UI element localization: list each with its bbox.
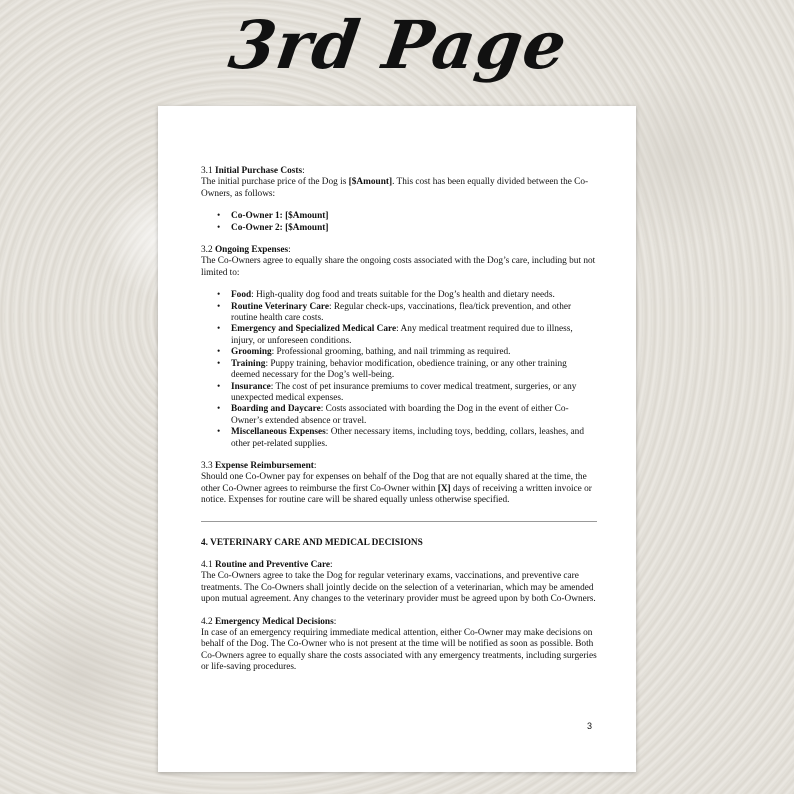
section-number: 3.1	[201, 166, 215, 176]
item-value: [$Amount]	[285, 222, 329, 233]
section-title: Initial Purchase Costs	[214, 166, 303, 176]
spacer	[201, 279, 597, 290]
list-item	[231, 211, 597, 222]
colon: :	[302, 166, 305, 176]
text-part: . This cost has been equally divided between the Co-Owners, as follows:	[201, 177, 589, 199]
section-4-1-heading	[201, 560, 597, 571]
section-4-heading: 4. VETERINARY CARE AND MEDICAL DECISIONS	[201, 537, 423, 548]
colon: :	[279, 211, 286, 222]
amount-placeholder: [$Amount]	[348, 177, 393, 188]
text-part: days of receiving a written invoice or notice. Expenses for routine care will be shared equally unless otherwise specified.	[201, 483, 592, 506]
item-label: Routine Veterinary Care	[231, 301, 329, 312]
document-page	[158, 106, 636, 772]
list-item	[231, 404, 597, 427]
section-3-1-text	[201, 177, 597, 200]
item-label: Co-Owner 1	[231, 211, 280, 222]
section-number: 3.2	[201, 245, 215, 256]
spacer	[201, 234, 597, 245]
text-part: The initial purchase price of the Dog is	[201, 177, 349, 188]
list-item	[231, 324, 597, 347]
text-part: Should one Co-Owner pay for expenses on behalf of the Dog that are not equally shared at the time, the other Co-Owner agrees to reimburse the first Co-Owner within	[201, 472, 587, 494]
page-number: 3	[586, 720, 592, 731]
section-number: 3.3	[201, 460, 215, 471]
spacer	[201, 549, 597, 560]
days-placeholder: [X]	[437, 483, 451, 494]
list-item	[231, 347, 597, 358]
spacer	[201, 450, 597, 461]
item-label: Miscellaneous Expenses	[231, 427, 326, 438]
colon: :	[330, 559, 333, 570]
section-divider	[201, 521, 597, 522]
section-4-2-text: In case of an emergency requiring immediate medical attention, either Co-Owner may make decisions on behalf of the Dog. The Co-Owner who is not present at the time will be notified as soon as possible. Both Co-Owners agree to equally share the costs associated with any emergency treatments, including surgeries or life-saving procedures.	[201, 628, 597, 673]
item-text: : Any medical treatment required due to illness, injury, or unforeseen conditions.	[231, 324, 573, 346]
item-label: Food	[231, 290, 252, 301]
ongoing-expenses-list	[201, 290, 597, 450]
item-label: Emergency and Specialized Medical Care	[231, 324, 397, 335]
list-item	[231, 290, 597, 301]
list-item	[231, 223, 597, 234]
item-text: : Professional grooming, bathing, and nail trimming as required.	[271, 347, 511, 358]
item-text: : High-quality dog food and treats suitable for the Dog’s health and dietary needs.	[251, 290, 555, 301]
item-label: Boarding and Daycare	[231, 404, 321, 415]
section-4-2-heading	[201, 617, 597, 628]
section-3-3-text	[201, 472, 597, 506]
item-text: : Other necessary items, including toys, bedding, collars, leashes, and other pet-related supplies.	[231, 427, 584, 449]
page-banner-title: 3rd Page	[224, 6, 573, 84]
section-3-1-heading	[201, 166, 597, 177]
section-4-1-text: The Co-Owners agree to take the Dog for regular veterinary exams, vaccinations, and preventive care treatments. The Co-Owners shall jointly decide on the selection of a veterinarian, which may be amended upon mutual agreement. Any changes to the veterinary provider must be agreed upon by both Co-Owners.	[201, 571, 596, 605]
section-3-3-heading	[201, 461, 597, 472]
item-text: : The cost of pet insurance premiums to cover medical treatment, surgeries, or any unexpected medical expenses.	[231, 381, 577, 403]
item-text: : Regular check-ups, vaccinations, flea/tick prevention, and other routine health care costs.	[231, 301, 572, 324]
item-text: : Puppy training, behavior modification, obedience training, or any other training deemed necessary for the Dog’s well-being.	[231, 358, 567, 381]
list-item	[231, 359, 597, 382]
colon: :	[288, 245, 291, 256]
item-label: Training	[231, 358, 266, 369]
section-title: Routine and Preventive Care	[214, 559, 331, 570]
colon: :	[279, 222, 286, 233]
colon: :	[333, 616, 337, 627]
colon: :	[313, 460, 317, 471]
list-item	[231, 302, 597, 325]
document-content	[201, 166, 597, 674]
spacer	[201, 606, 597, 617]
list-item	[231, 382, 597, 405]
section-title: Ongoing Expenses	[214, 245, 289, 256]
list-item	[231, 427, 597, 450]
item-label: Co-Owner 2	[231, 222, 280, 233]
item-text: : Costs associated with boarding the Dog in the event of either Co-Owner’s extended absence or travel.	[231, 404, 569, 426]
item-value: [$Amount]	[285, 211, 329, 222]
section-title: Expense Reimbursement	[214, 460, 314, 471]
item-label: Grooming	[231, 347, 272, 358]
spacer	[201, 200, 597, 211]
item-label: Insurance	[231, 381, 271, 392]
section-3-2-text: The Co-Owners agree to equally share the ongoing costs associated with the Dog’s care, including but not limited to:	[201, 256, 596, 278]
section-3-2-heading	[201, 245, 597, 256]
section-number: 4.2	[201, 616, 215, 627]
co-owner-cost-list	[201, 211, 597, 234]
section-number: 4.1	[201, 559, 215, 570]
section-title: Emergency Medical Decisions	[214, 616, 334, 627]
